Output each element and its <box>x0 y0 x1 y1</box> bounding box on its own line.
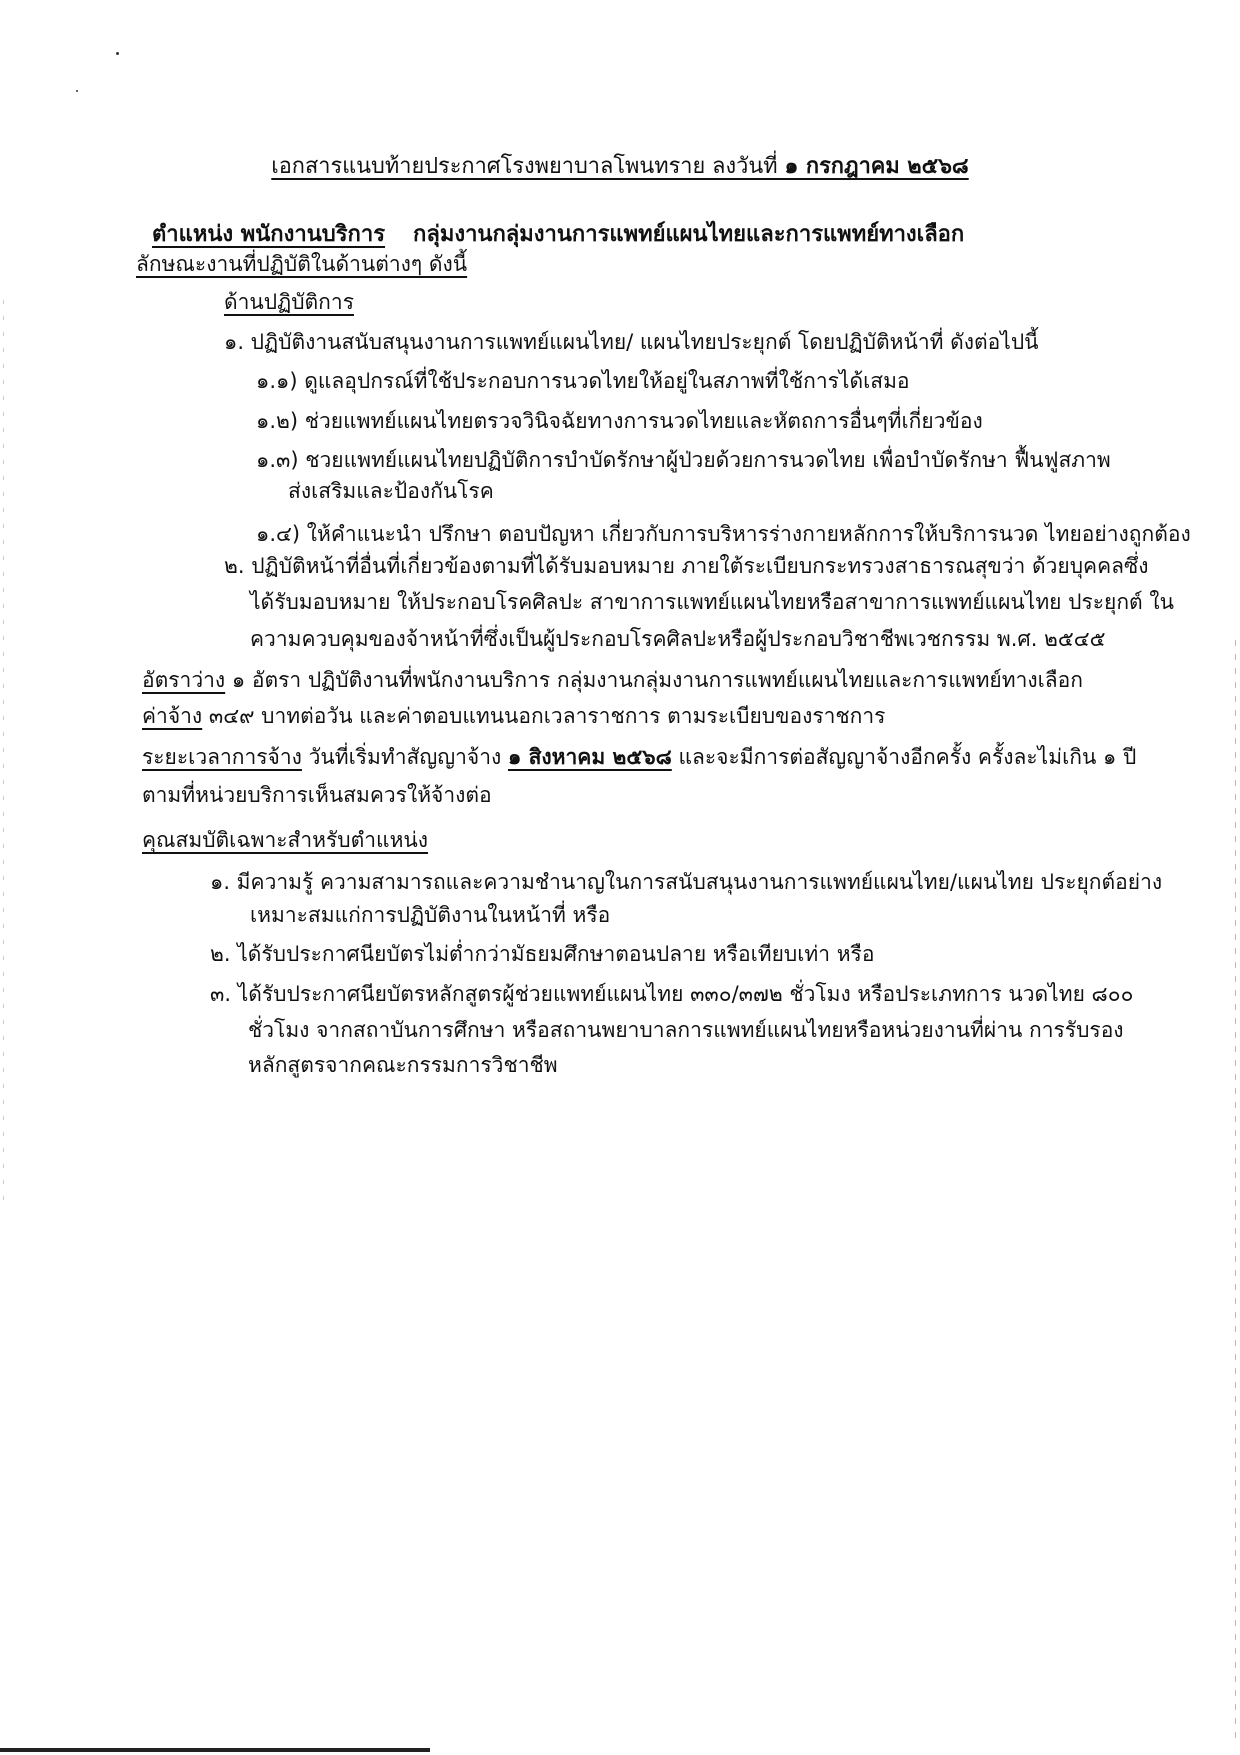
wage-line <box>142 704 885 729</box>
wage-label: ค่าจ้าง <box>142 704 203 728</box>
vacancy-line <box>142 668 1083 693</box>
period-label: ระยะเวลาการจ้าง <box>142 745 302 769</box>
qualification-item-1: ๑. มีความรู้ ความสามารถและความชำนาญในการสนับสนุนงานการแพทย์แผนไทย/แผนไทย ประยุกต์อย่าง <box>210 870 1163 894</box>
position-line <box>152 222 964 248</box>
duty-item-2: ๒. ปฏิบัติหน้าที่อื่นที่เกี่ยวข้องตามที่ได้รับมอบหมาย ภายใต้ระเบียบกระทรวงสาธารณสุขว่า ด้วยบุคคลซึ่ง <box>224 554 1149 578</box>
duty-item-1-4: ๑.๔) ให้คำแนะนำ ปรึกษา ตอบปัญหา เกี่ยวกับการบริหารร่างกายหลักการให้บริการนวด ไทยอย่างถูกต้อง <box>256 522 1191 546</box>
duties-heading: ลักษณะงานที่ปฏิบัติในด้านต่างๆ ดังนี้ <box>136 252 468 276</box>
duty-item-1-3-cont: ส่งเสริมและป้องกันโรค <box>288 479 494 503</box>
period-text-1: วันที่เริ่มทำสัญญาจ้าง <box>301 745 508 769</box>
qualifications-heading: คุณสมบัติเฉพาะสำหรับตำแหน่ง <box>142 828 429 852</box>
scan-speck <box>116 52 119 55</box>
title-date: ๑ กรกฎาคม ๒๕๖๘ <box>784 154 969 179</box>
qualification-item-3-cont-1: ชั่วโมง จากสถาบันการศึกษา หรือสถานพยาบาลการแพทย์แผนไทยหรือหน่วยงานที่ผ่าน การรับรอง <box>248 1018 1124 1042</box>
scan-bottom-rule <box>0 1748 430 1752</box>
period-line-2: ตามที่หน่วยบริการเห็นสมควรให้จ้างต่อ <box>142 783 492 807</box>
scan-edge-mark <box>1235 640 1236 1740</box>
vacancy-label: อัตราว่าง <box>142 668 226 692</box>
duty-item-1-1: ๑.๑) ดูแลอุปกรณ์ที่ใช้ประกอบการนวดไทยให้อยู่ในสภาพที่ใช้การได้เสมอ <box>256 369 910 393</box>
document-title <box>0 154 1240 180</box>
qualification-item-3-cont-2: หลักสูตรจากคณะกรรมการวิชาชีพ <box>248 1053 558 1077</box>
vacancy-text: ๑ อัตรา ปฏิบัติงานที่พนักงานบริการ กลุ่มงานกลุ่มงานการแพทย์แผนไทยและการแพทย์ทางเลือก <box>225 668 1084 692</box>
position-group: กลุ่มงานกลุ่มงานการแพทย์แผนไทยและการแพทย์ทางเลือก <box>413 222 965 247</box>
duty-item-1-2: ๑.๒) ช่วยแพทย์แผนไทยตรวจวินิจฉัยทางการนวดไทยและหัตถการอื่นๆที่เกี่ยวข้อง <box>256 409 983 433</box>
duty-item-2-cont-1: ได้รับมอบหมาย ให้ประกอบโรคศิลปะ สาขาการแพทย์แผนไทยหรือสาขาการแพทย์แผนไทย ประยุกต์ ใน <box>250 590 1174 614</box>
duty-item-1: ๑. ปฏิบัติงานสนับสนุนงานการแพทย์แผนไทย/ แผนไทยประยุกต์ โดยปฏิบัติหน้าที่ ดังต่อไปนี้ <box>224 330 1039 354</box>
period-text-2: และจะมีการต่อสัญญาจ้างอีกครั้ง ครั้งละไม่เกิน ๑ ปี <box>671 745 1137 769</box>
scan-speck <box>76 90 78 92</box>
qualification-item-1-cont: เหมาะสมแก่การปฏิบัติงานในหน้าที่ หรือ <box>250 903 611 927</box>
duty-item-2-cont-2: ความควบคุมของจ้าหน้าที่ซึ่งเป็นผู้ประกอบโรคศิลปะหรือผู้ประกอบวิชาชีพเวชกรรม พ.ศ. ๒๕๔๕ <box>250 627 1106 651</box>
position-label: ตำแหน่ง พนักงานบริการ <box>152 222 386 247</box>
period-line <box>142 745 1136 770</box>
qualification-item-2: ๒. ได้รับประกาศนียบัตรไม่ต่ำกว่ามัธยมศึกษาตอนปลาย หรือเทียบเท่า หรือ <box>210 942 875 966</box>
duties-subheading: ด้านปฏิบัติการ <box>224 290 354 314</box>
wage-text: ๓๔๙ บาทต่อวัน และค่าตอบแทนนอกเวลาราชการ ตามระเบียบของราชการ <box>202 704 886 728</box>
title-prefix: เอกสารแนบท้ายประกาศโรงพยาบาลโพนทราย ลงวันที่ <box>271 154 785 179</box>
qualification-item-3: ๓. ได้รับประกาศนียบัตรหลักสูตรผู้ช่วยแพทย์แผนไทย ๓๓๐/๓๗๒ ชั่วโมง หรือประเภทการ นวดไทย ๘๐๐ <box>210 982 1134 1006</box>
duty-item-1-3: ๑.๓) ชวยแพทย์แผนไทยปฏิบัติการบำบัดรักษาผู้ป่วยด้วยการนวดไทย เพื่อบำบัดรักษา ฟื้นฟูสภาพ <box>256 448 1111 472</box>
scan-edge-mark <box>3 300 4 1200</box>
period-date: ๑ สิงหาคม ๒๕๖๘ <box>507 745 672 769</box>
